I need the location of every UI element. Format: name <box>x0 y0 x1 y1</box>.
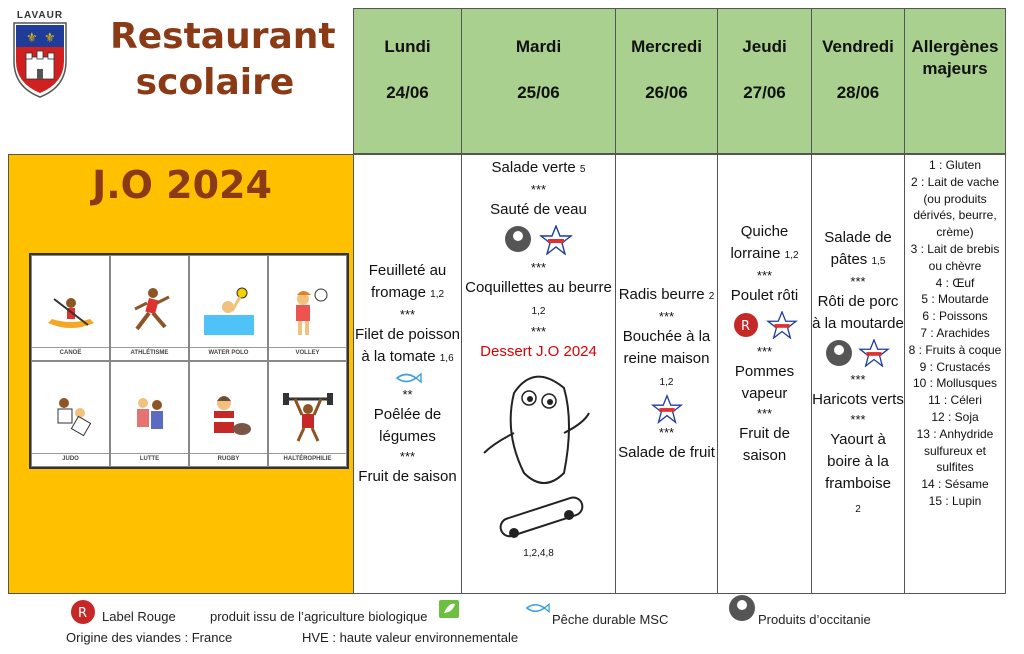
separator: *** <box>850 412 866 427</box>
legend-hve: HVE : haute valeur environnementale <box>302 630 519 645</box>
menu-item: Poulet rôti <box>730 287 799 304</box>
volaille-france-icon <box>650 394 684 424</box>
menu-mardi <box>461 154 616 594</box>
menu-item: Haricots verts <box>812 391 904 408</box>
allergen-item: 12 : Soja <box>931 409 979 424</box>
viande-france-icon <box>538 225 574 255</box>
day-date: 27/06 <box>743 83 786 102</box>
separator: *** <box>850 372 866 387</box>
dessert-allergens: 1,2,4,8 <box>523 548 554 559</box>
water-polo-icon <box>202 285 256 339</box>
weightlifting-icon <box>281 391 335 445</box>
separator: *** <box>756 406 773 421</box>
allergens-list <box>904 154 1006 594</box>
separator: *** <box>756 268 773 283</box>
occitanie-badge-icon <box>728 594 756 622</box>
menu-item: Pommes vapeur <box>734 363 795 402</box>
theme-panel <box>8 154 354 594</box>
allergen-item: 3 : Lait de brebis ou chèvre <box>910 241 1000 273</box>
menu-vendredi <box>811 154 905 594</box>
day-header-mardi <box>461 8 616 154</box>
rugby-icon <box>202 391 256 445</box>
separator: *** <box>530 260 547 275</box>
porc-france-icon <box>857 339 891 367</box>
allergens-title-2: majeurs <box>922 59 988 78</box>
volaille-france-icon <box>765 311 799 339</box>
svg-text:R: R <box>78 606 88 621</box>
day-header-mercredi <box>615 8 718 154</box>
allergen-item: 8 : Fruits à coque <box>908 342 1002 357</box>
allergen-item: 10 : Mollusques <box>912 376 998 391</box>
allergen-item: 1 : Gluten <box>928 158 982 172</box>
occitanie-badge-icon <box>504 225 532 253</box>
sport-name: ATHLÉTISME <box>111 347 188 356</box>
separator: *** <box>399 449 416 464</box>
day-name: Vendredi <box>822 37 894 56</box>
sport-card <box>189 361 268 467</box>
sport-card <box>268 361 347 467</box>
svg-text:⚜: ⚜ <box>26 30 38 45</box>
allergen-item: 11 : Céleri <box>928 393 982 408</box>
page-title <box>110 14 336 106</box>
dessert-allergens: 2 <box>855 504 861 515</box>
title-line1: Restaurant <box>110 16 336 57</box>
sport-name: VOLLEY <box>269 347 346 356</box>
legend-occitanie: Produits d’occitanie <box>758 612 871 627</box>
town-name: LAVAUR <box>16 10 64 21</box>
canoe-icon <box>44 285 98 339</box>
menu-item: Salade verte 5 <box>491 159 586 176</box>
label-rouge-icon <box>66 599 100 625</box>
sport-name: JUDO <box>32 453 109 462</box>
sport-name: RUGBY <box>190 453 267 462</box>
menu-jeudi <box>717 154 812 594</box>
volley-icon <box>281 285 335 339</box>
sport-card <box>31 255 110 361</box>
legend-origin: Origine des viandes : France <box>66 630 233 645</box>
svg-text:R: R <box>740 319 750 334</box>
day-header-jeudi <box>717 8 812 154</box>
allergens-header <box>904 8 1006 154</box>
allergen-item: 9 : Crustacés <box>919 359 991 374</box>
crest-icon <box>8 21 72 99</box>
day-name: Mercredi <box>631 37 702 56</box>
separator: *** <box>530 324 547 339</box>
separator: *** <box>399 307 416 322</box>
athletics-icon <box>123 285 177 339</box>
menu-item: Fruit de saison <box>739 425 790 464</box>
sport-card <box>110 255 189 361</box>
theme-title: J.O 2024 <box>92 163 272 207</box>
menu-item: Coquillettes au beurre 1,2 <box>465 279 612 317</box>
separator: *** <box>850 274 866 289</box>
msc-fish-icon <box>394 370 422 386</box>
msc-fish-icon <box>524 600 550 616</box>
menu-item: Radis beurre 2 <box>618 286 715 303</box>
labels-row <box>825 339 891 367</box>
labels-row <box>731 311 799 339</box>
allergen-item: 7 : Arachides <box>920 325 990 340</box>
sport-name: WATER POLO <box>190 347 267 356</box>
sport-name: LUTTE <box>111 453 188 462</box>
day-name: Lundi <box>384 37 431 56</box>
mascot-skateboard-icon <box>474 363 604 543</box>
day-date: 26/06 <box>645 83 688 102</box>
label-rouge-icon <box>731 311 761 339</box>
title-line2: scolaire <box>135 62 295 103</box>
allergen-item: 14 : Sésame <box>921 477 989 492</box>
allergen-item: 13 : Anhydride sulfureux et sulfites <box>916 426 994 475</box>
occitanie-badge-icon <box>825 339 853 367</box>
bio-leaf-icon <box>438 599 460 619</box>
labels-row <box>504 225 574 255</box>
day-name: Mardi <box>515 37 562 56</box>
separator: *** <box>658 309 675 324</box>
menu-item: Salade de fruit <box>618 444 715 461</box>
menu-item: Fruit de saison <box>358 468 457 485</box>
allergen-item: 2 : Lait de vache (ou produits dérivés, beurre, crème) <box>910 174 1000 240</box>
sport-card <box>110 361 189 467</box>
separator: ** <box>402 387 413 402</box>
day-header-vendredi <box>811 8 905 154</box>
separator: *** <box>530 182 547 197</box>
allergen-item: 4 : Œuf <box>935 275 975 290</box>
day-date: 25/06 <box>517 83 560 102</box>
sport-card <box>31 361 110 467</box>
legend-label-rouge: Label Rouge <box>102 609 176 624</box>
sport-name: CANOË <box>32 347 109 356</box>
allergens-title-1: Allergènes <box>911 37 999 56</box>
allergen-item: 15 : Lupin <box>928 493 982 508</box>
day-date: 24/06 <box>386 83 429 102</box>
menu-item: Bouchée à la reine maison 1,2 <box>622 328 711 388</box>
judo-icon <box>44 391 98 445</box>
separator: *** <box>658 425 675 440</box>
menu-item: Filet de poisson à la tomate 1,6 <box>354 326 461 365</box>
town-crest <box>8 10 72 100</box>
legend-msc: Pêche durable MSC <box>552 612 669 627</box>
menu-item: Salade de pâtes 1,5 <box>824 229 892 268</box>
allergen-item: 5 : Moutarde <box>921 292 989 307</box>
menu-item: Feuilleté au fromage 1,2 <box>368 262 447 301</box>
menu-item: Quiche lorraine 1,2 <box>730 223 799 262</box>
day-name: Jeudi <box>742 37 787 56</box>
menu-item: Poêlée de légumes <box>373 406 442 445</box>
svg-text:⚜: ⚜ <box>44 30 56 45</box>
allergen-item: 6 : Poissons <box>922 309 988 324</box>
sport-card <box>268 255 347 361</box>
menu-item: Rôti de porc à la moutarde <box>812 293 904 332</box>
sports-grid <box>29 253 349 469</box>
day-date: 28/06 <box>836 83 880 102</box>
sport-name: HALTÉROPHILIE <box>269 453 346 462</box>
sport-card <box>189 255 268 361</box>
wrestling-icon <box>123 391 177 445</box>
menu-lundi <box>353 154 462 594</box>
day-header-lundi <box>353 8 462 154</box>
menu-item-dessert: Dessert J.O 2024 <box>480 343 597 360</box>
legend-bio: produit issu de l’agriculture biologique <box>210 609 428 624</box>
separator: *** <box>756 344 773 359</box>
menu-item: Yaourt à boire à la framboise <box>825 431 891 492</box>
menu-mercredi <box>615 154 718 594</box>
menu-item: Sauté de veau <box>490 201 587 218</box>
